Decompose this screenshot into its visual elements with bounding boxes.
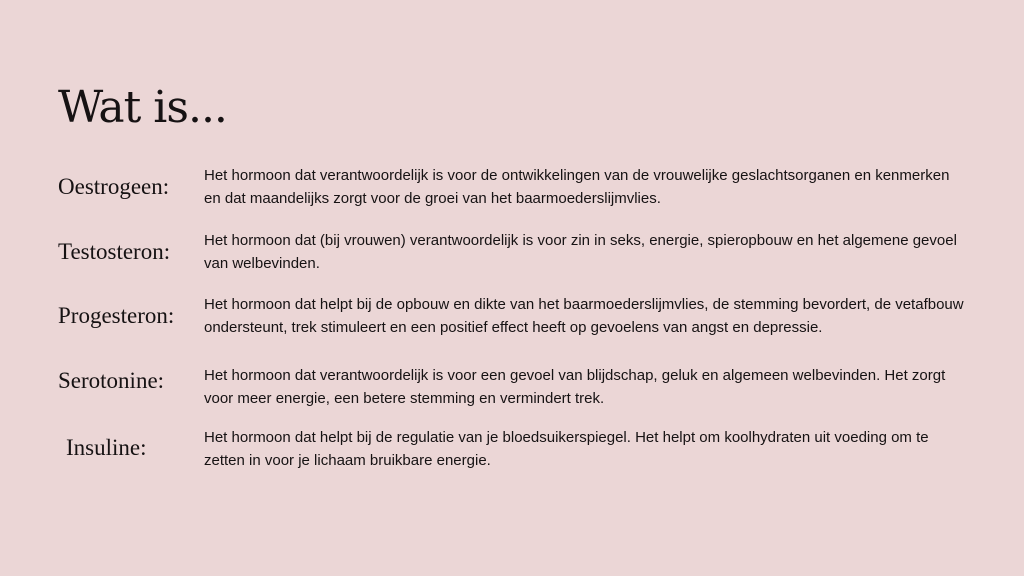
slide-title: Wat is... bbox=[58, 82, 227, 133]
term-progesteron: Progesteron: bbox=[58, 303, 175, 328]
term-insuline: Insuline: bbox=[66, 435, 147, 460]
description-oestrogeen: Het hormoon dat verantwoordelijk is voor de ontwikkelingen van de vrouwelijke geslachtsorganen en kenmerken en dat maandelijks zorgt voor de groei van het baarmoederslijmvlies. bbox=[204, 167, 950, 207]
description-testosteron: Het hormoon dat (bij vrouwen) verantwoordelijk is voor zin in seks, energie, spieropbouw en het algemene gevoel van welbevinden. bbox=[204, 232, 957, 272]
description-serotonine: Het hormoon dat verantwoordelijk is voor een gevoel van blijdschap, geluk en algemeen welbevinden. Het zorgt voor meer energie, een betere stemming en vermindert trek. bbox=[204, 367, 946, 407]
term-serotonine: Serotonine: bbox=[58, 368, 165, 393]
description-progesteron: Het hormoon dat helpt bij de opbouw en dikte van het baarmoederslijmvlies, de stemming bevordert, de vetafbouw ondersteunt, trek stimuleert en een positief effect heeft op gevoelens van angst en depressie. bbox=[204, 296, 964, 336]
description-insuline: Het hormoon dat helpt bij de regulatie van je bloedsuikerspiegel. Het helpt om koolhydraten uit voeding om te zetten in voor je lichaam bruikbare energie. bbox=[204, 429, 929, 469]
term-testosteron: Testosteron: bbox=[58, 239, 171, 264]
term-oestrogeen: Oestrogeen: bbox=[58, 174, 170, 199]
